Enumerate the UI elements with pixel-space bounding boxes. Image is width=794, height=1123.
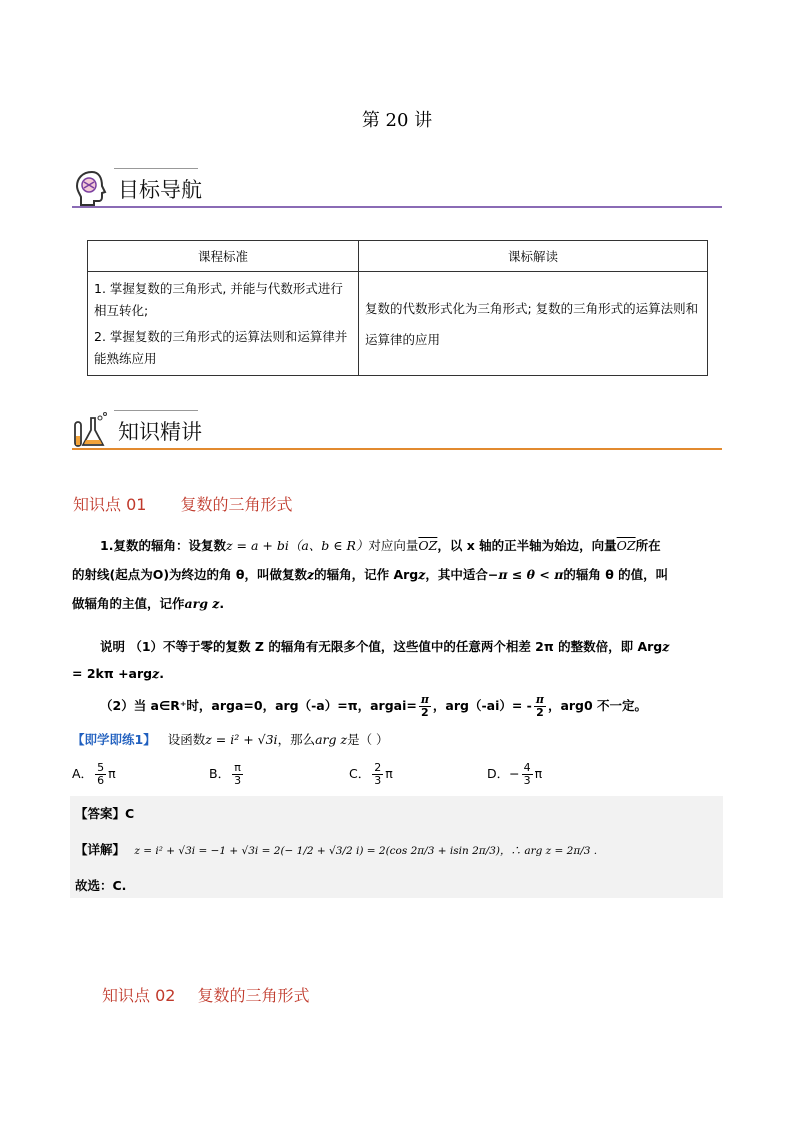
def-line-2: 的射线(起点为O)为终边的角 θ，叫做复数z的辐角，记作 Argz，其中适合−π ≤ θ < π的辐角 θ 的值，叫	[72, 567, 669, 582]
option-d[interactable]: D．− $\frac{4}{3}$ π	[487, 761, 543, 787]
exercise-tag: 【即学即练1】	[72, 732, 156, 747]
section-divider	[72, 448, 722, 450]
section-divider	[72, 206, 722, 208]
note-paragraph	[72, 632, 724, 725]
vector-oz: $\overline{OZ}$	[418, 538, 438, 553]
section-label-knowledge: 知识精讲	[118, 420, 202, 444]
table-cell-interpretation: 复数的代数形式化为三角形式; 复数的三角形式的运算法则和运算律的应用	[359, 272, 708, 376]
table-header-interpretation: 课标解读	[359, 241, 708, 272]
brain-head-icon	[72, 168, 112, 208]
kp-number: 知识点 02	[102, 986, 176, 1005]
section-header-goals	[72, 168, 722, 208]
definition-paragraph	[72, 531, 724, 618]
page-title: 第 20 讲	[361, 110, 433, 131]
table-cell-standards	[88, 272, 359, 376]
answer-detail: 【详解】 z = i² + √3i = −1 + √3i = 2(− 1/2 + √3/2 i) = 2(cos 2π/3 + isin 2π/3)，∴ arg z = 2π/3 .	[75, 842, 598, 857]
kp-number: 知识点 01	[73, 495, 147, 514]
def-line-3: 做辐角的主值，记作arg z.	[72, 596, 225, 611]
standard-line-1: 1. 掌握复数的三角形式, 并能与代数形式进行相互转化;	[94, 280, 343, 318]
note-line-2: = 2kπ +argz.	[72, 666, 164, 681]
answer-final: 故选：C.	[75, 878, 127, 893]
note-line-1: 说明 （1）不等于零的复数 Z 的辐角有无限多个值，这些值中的任意两个相差 2π 的整数倍，即 Argz	[100, 639, 670, 654]
knowledge-point-01	[73, 492, 326, 515]
section-label-goals: 目标导航	[118, 178, 202, 202]
flask-icon	[72, 410, 112, 450]
answer-box	[70, 796, 723, 898]
vector-oz: $\overline{OZ}$	[616, 538, 636, 553]
exercise-question: 【即学即练1】 设函数z = i² + √3i，那么arg z是（ ）	[72, 732, 389, 747]
table-header-standard: 课程标准	[88, 241, 359, 272]
option-b[interactable]: B． $\frac{\pi}{3}$	[209, 761, 242, 787]
option-a[interactable]: A． $\frac{5}{6}$ π	[72, 761, 116, 787]
answer-label: 【答案】C	[75, 806, 135, 821]
standards-table	[87, 240, 708, 376]
def-line-1: 1.复数的辐角：设复数z = a + bi（a、b ∈ R）对应向量$\overline{OZ}$，以 x 轴的正半轴为始边，向量$\overline{OZ}$所在	[100, 538, 661, 553]
kp-name: 复数的三角形式	[197, 986, 310, 1005]
standard-line-2: 2. 掌握复数的三角形式的运算法则和运算律并能熟练应用	[94, 328, 348, 366]
section-header-knowledge	[72, 410, 722, 450]
kp-name: 复数的三角形式	[180, 495, 293, 514]
knowledge-point-02	[102, 983, 343, 1006]
option-c[interactable]: C． $\frac{2}{3}$ π	[349, 761, 393, 787]
note-line-3: （2）当 a∈R⁺时，arga=0，arg（-a）=π，argai= $\frac{\pi}{2}$ ，arg（-ai）= - $\frac{\pi}{2}$ ，arg0 不一定。	[100, 693, 648, 719]
